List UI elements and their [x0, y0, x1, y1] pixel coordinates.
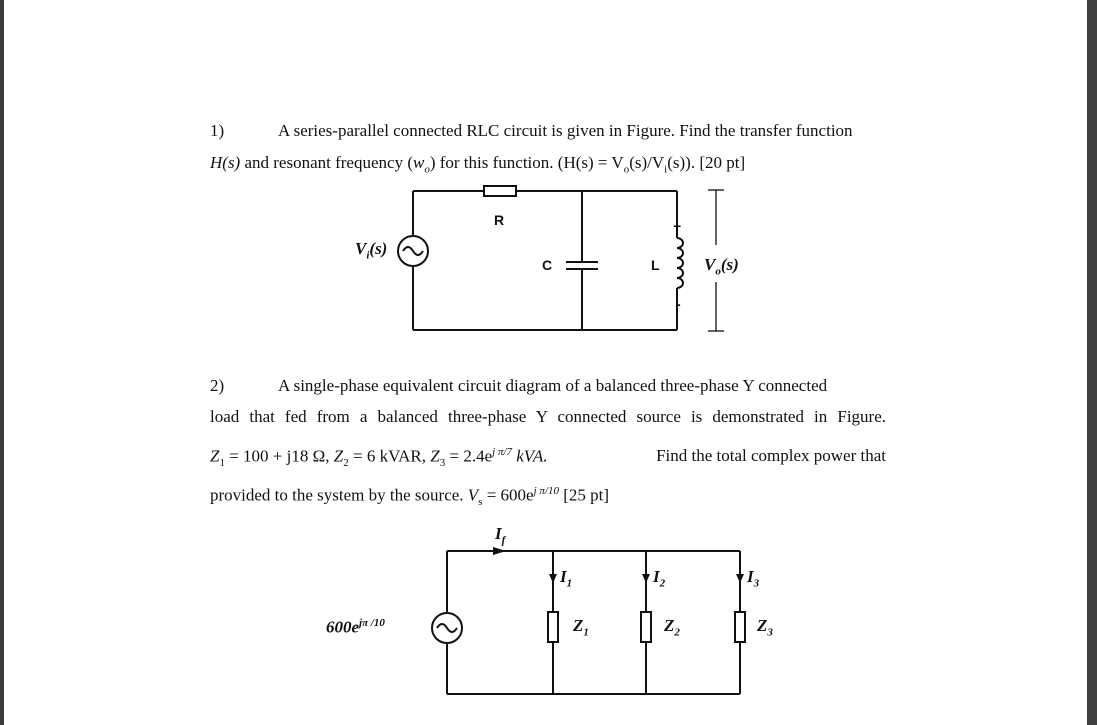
q2-i1-arrow [549, 574, 557, 583]
q1-resistor [484, 186, 516, 196]
q2-line3 [210, 446, 886, 469]
q2-if-arrow [493, 547, 506, 555]
q1-vi-sub: i [664, 163, 668, 176]
q2-line1: A single-phase equivalent circuit diagram of a balanced three-phase Y connected [278, 376, 828, 395]
q2-zl1-sub: 1 [583, 626, 589, 639]
q2-z2-val: = 6 kVAR, [348, 446, 431, 466]
q2-zl3-text: Z [757, 616, 768, 635]
q2-z2: Z [333, 446, 344, 466]
q2-if-text: I [495, 524, 502, 543]
q2-i2-arrow [642, 574, 650, 583]
q2-vs-exp: j π/10 [533, 485, 559, 497]
q2-z2-sub: 2 [343, 457, 349, 470]
q2-i2-sub: 2 [659, 577, 666, 590]
q1-vi-sub: i [366, 249, 370, 262]
q2-impedances [210, 446, 548, 469]
q1-vo-label [704, 255, 739, 277]
q2-vs-sub: s [478, 496, 483, 509]
q2-i2-label [653, 567, 665, 589]
q2-z1-impedance [548, 612, 558, 642]
q2-line3-tail: Find the total complex power that [656, 446, 886, 465]
q2-line4 [210, 485, 609, 508]
q2-z3-unit: kVA. [512, 446, 548, 466]
q2-line2: load that fed from a balanced three-phase Y connected source is demonstrated in Figure. [210, 407, 886, 426]
q1-wo: w [412, 153, 425, 172]
q2-z3-sub: 3 [439, 457, 446, 470]
q2-i3-arrow [736, 574, 744, 583]
q2-z2-impedance [641, 612, 651, 642]
q2-zl3-sub: 3 [767, 626, 773, 639]
q1-vi-tail: (s) [369, 239, 388, 258]
q1-vo-tail: (s) [720, 255, 739, 274]
q1-line2-rest3: (s)). [20 pt] [667, 153, 746, 172]
q2-vs-val: = 600e [482, 485, 534, 505]
q1-number: 1) [210, 121, 225, 140]
q2-i3-sub: 3 [753, 577, 760, 590]
q2-i2-text: I [653, 567, 660, 586]
q2-i1-text: I [560, 567, 567, 586]
q2-number: 2) [210, 376, 225, 395]
q2-z3-val: = 2.4e [445, 446, 493, 466]
q2-z3-exp: j π/7 [492, 446, 513, 458]
q1-minus-sign: - [676, 296, 681, 312]
q1-l-label: L [651, 257, 660, 273]
q1-line2-mid: and resonant frequency ( [240, 153, 413, 172]
q2-z3-label [757, 616, 773, 638]
q2-z1-sub: 1 [219, 457, 225, 470]
q2-zl1-text: Z [573, 616, 584, 635]
q2-source-label [326, 617, 385, 638]
q1-vo-sub: o [623, 163, 630, 176]
q2-z1-val: = 100 + j18 Ω, [224, 446, 334, 466]
q1-vo-sub: o [715, 265, 721, 278]
q1-line1: A series-parallel connected RLC circuit is given in Figure. Find the transfer function [278, 121, 853, 140]
q1-r-label: R [494, 212, 505, 228]
q2-line4-pre: provided to the system by the source. [210, 485, 468, 505]
q2-points: [25 pt] [558, 485, 610, 505]
q1-vi-label [355, 239, 387, 261]
q2-if-label [495, 524, 505, 546]
q2-zl2-sub: 2 [674, 626, 680, 639]
q1-ac-source-wave [403, 247, 423, 255]
q2-zl2-text: Z [664, 616, 675, 635]
q2-i1-sub: 1 [566, 577, 573, 590]
q1-hs: H(s) [210, 153, 241, 172]
q2-source-exp: jπ /10 [359, 617, 385, 629]
q1-wo-sub: o [424, 163, 430, 176]
q2-vs: V [467, 485, 479, 505]
q1-inductor-coil [677, 238, 683, 288]
q2-z3: Z [430, 446, 440, 466]
q1-line2-rest2: (s)/V [629, 153, 665, 172]
q2-z2-label [664, 616, 680, 638]
q1-vo-text: V [704, 255, 716, 274]
q2-i1-label [560, 567, 572, 589]
q2-if-sub: f [501, 534, 506, 547]
q2-z3-impedance [735, 612, 745, 642]
q2-ac-source-wave [437, 624, 457, 632]
q2-i3-label [747, 567, 759, 589]
q1-plus-sign: + [673, 218, 682, 234]
q1-vi-text: V [355, 239, 367, 258]
q2-z1: Z [210, 446, 220, 466]
q2-i3-text: I [747, 567, 754, 586]
q2-z1-label [573, 616, 589, 638]
q2-source-text: 600e [326, 617, 360, 637]
q1-line2-rest: ) for this function. (H(s) = V [429, 153, 624, 172]
q1-c-label: C [542, 257, 553, 273]
